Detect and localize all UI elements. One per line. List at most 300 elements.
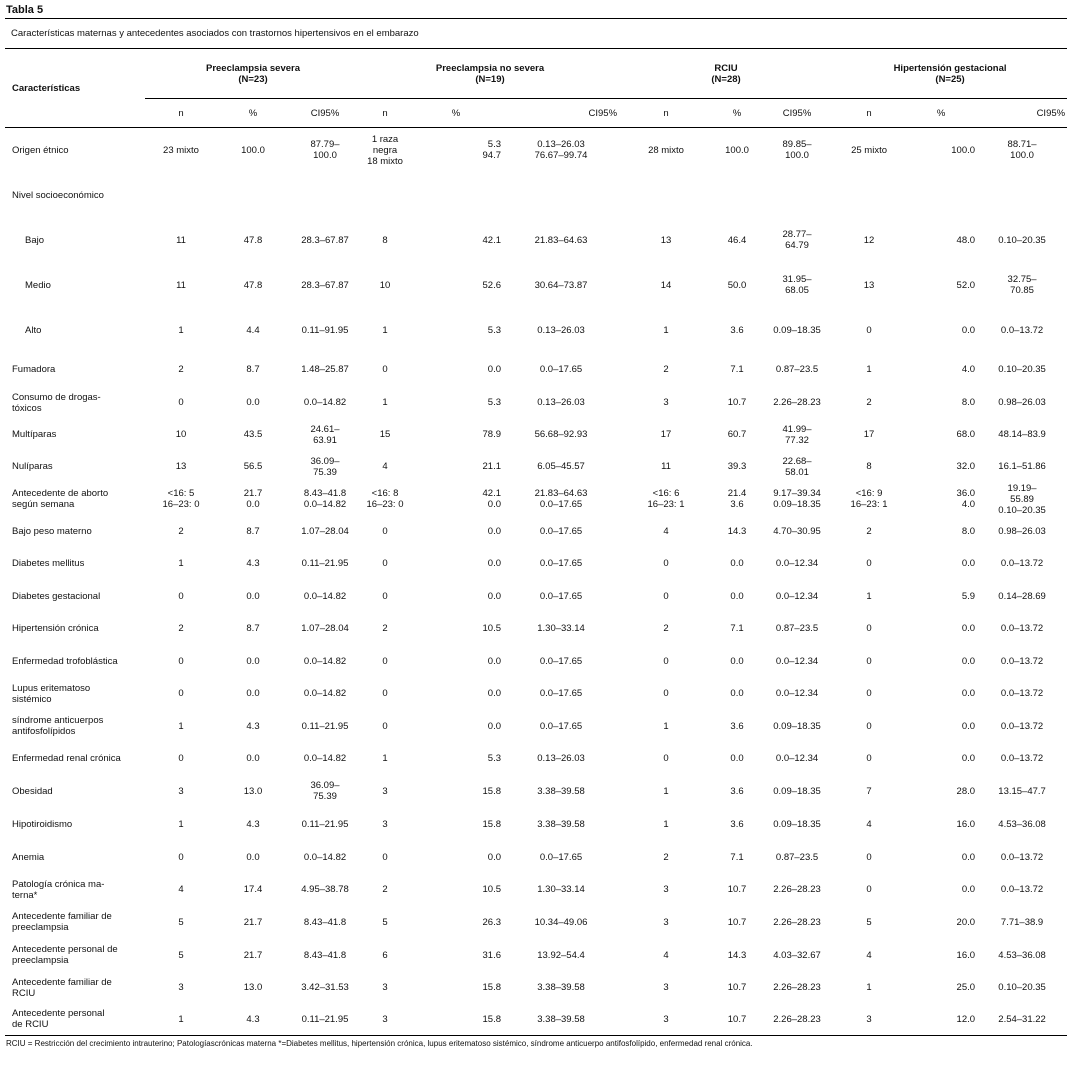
table-cell: 0 bbox=[178, 851, 184, 863]
sub-header-percent: % bbox=[905, 99, 977, 128]
table-row bbox=[5, 353, 1067, 387]
table-cell: 10.34–49.06 bbox=[534, 916, 588, 928]
table-cell: 0.0–17.65 bbox=[539, 558, 583, 569]
table-cell: 3 bbox=[382, 785, 388, 797]
table-cell: 2 bbox=[382, 884, 388, 895]
row-label-line: Diabetes gestacional bbox=[12, 590, 101, 602]
table-cell: 0 bbox=[663, 655, 669, 667]
table-cell: 1.48–25.87 bbox=[301, 364, 349, 375]
table-cell: 0 bbox=[663, 590, 669, 602]
table-cell: 5.3 bbox=[487, 324, 502, 336]
table-cell: 0.11–21.95 bbox=[289, 1004, 361, 1036]
table-cell: 12.0 bbox=[905, 1004, 977, 1036]
table-cell: 10 bbox=[175, 429, 187, 440]
table-cell: 13.92–54.4 bbox=[537, 949, 585, 961]
table-cell: 60.7 bbox=[727, 429, 747, 440]
table-row bbox=[5, 939, 1067, 972]
table-cell: 0.0–14.82 bbox=[303, 753, 347, 764]
table-cell: 0.10–20.35 bbox=[998, 982, 1046, 993]
table-row bbox=[5, 906, 1067, 939]
table-cell: 0.09–18.35 bbox=[773, 818, 821, 830]
table-cell: 5 bbox=[866, 916, 872, 928]
table-cell: 47.8 bbox=[243, 234, 263, 246]
table-row bbox=[5, 808, 1067, 841]
table-cell: 4 bbox=[866, 949, 872, 961]
table-cell: 0 bbox=[663, 753, 669, 764]
table-cell: 0.0 bbox=[487, 720, 502, 732]
table-cell: 3 bbox=[619, 1004, 713, 1036]
table-cell: 0.0 bbox=[487, 851, 502, 863]
table-cell: 1 bbox=[663, 785, 669, 797]
table-cell: 14 bbox=[660, 279, 672, 291]
table-row bbox=[5, 1004, 1067, 1036]
table-cell: 5 bbox=[178, 916, 184, 928]
table-cell: 0.0–17.65 bbox=[539, 720, 583, 732]
row-label-line: Obesidad bbox=[12, 785, 53, 797]
table-cell: 3 bbox=[361, 1004, 409, 1036]
table-cell: 0.10–20.35 bbox=[998, 234, 1046, 246]
table-cell: 0.0 bbox=[961, 623, 976, 634]
table-cell: 4.0 bbox=[961, 364, 976, 375]
sub-header-ci95: CI95% bbox=[977, 99, 1067, 128]
table-cell: 1 bbox=[178, 720, 184, 732]
table-cell: 8.0 bbox=[961, 397, 976, 408]
table-cell: 3 bbox=[663, 982, 669, 993]
table-cell bbox=[503, 173, 619, 218]
table-cell: 10.5 bbox=[482, 884, 502, 895]
table-cell: 15.8 bbox=[482, 818, 502, 830]
table-cell: 6 bbox=[382, 949, 388, 961]
table-cell: 0 bbox=[866, 720, 872, 732]
table-cell: 0.0–17.65 bbox=[539, 590, 583, 602]
table-cell: 21.7 0.0 bbox=[243, 488, 263, 510]
row-label-line: Antecedente personal bbox=[12, 1008, 105, 1020]
table-cell: 32.75– 70.85 bbox=[1007, 274, 1037, 296]
table-cell: 1 bbox=[178, 324, 184, 336]
table-cell: 22.68– 58.01 bbox=[782, 455, 812, 478]
table-cell: 10.7 bbox=[727, 982, 747, 993]
table-cell: 31.95– 68.05 bbox=[782, 274, 812, 296]
table-cell: 28.0 bbox=[956, 785, 976, 797]
table-cell: 1 bbox=[663, 324, 669, 336]
table-cell bbox=[713, 173, 761, 218]
table-cell: 42.1 0.0 bbox=[482, 488, 502, 510]
table-cell: 3 bbox=[178, 785, 184, 797]
table-cell: 17.4 bbox=[243, 884, 263, 895]
row-label bbox=[5, 218, 145, 263]
table-cell: 4.3 bbox=[246, 818, 260, 830]
table-cell: 47.8 bbox=[243, 279, 263, 291]
table-cell: 21.4 3.6 bbox=[727, 488, 747, 510]
row-label bbox=[5, 613, 145, 645]
sub-header-row bbox=[5, 99, 1067, 128]
table-row bbox=[5, 308, 1067, 353]
table-cell: 1 bbox=[145, 1004, 217, 1036]
table-cell: 0 bbox=[178, 655, 184, 667]
table-cell: 3.42–31.53 bbox=[301, 982, 349, 993]
table-caption: Características maternas y antecedentes asociados con trastornos hipertensivos en el embarazo bbox=[5, 19, 1067, 49]
table-cell: 5.9 bbox=[961, 590, 976, 602]
table-cell: 0.0–13.72 bbox=[1000, 623, 1044, 634]
table-cell: 52.6 bbox=[482, 279, 502, 291]
table-cell: 0.0 bbox=[730, 590, 744, 602]
table-cell: 3.6 bbox=[730, 720, 744, 732]
table-figure bbox=[5, 0, 1067, 1048]
table-cell: 2 bbox=[178, 364, 184, 375]
table-cell: 15.8 bbox=[409, 1004, 503, 1036]
table-cell: 88.71– 100.0 bbox=[1007, 139, 1037, 162]
sub-header-ci95: CI95% bbox=[289, 99, 361, 128]
table-cell: 3 bbox=[382, 818, 388, 830]
table-cell: 0.11–91.95 bbox=[301, 324, 349, 336]
table-cell: 0.0–13.72 bbox=[1000, 753, 1044, 764]
row-label bbox=[5, 906, 145, 939]
table-cell: 7.71–38.9 bbox=[1000, 916, 1044, 928]
table-cell: 0.0–12.34 bbox=[775, 688, 819, 699]
table-cell: 21.7 bbox=[243, 949, 263, 961]
table-cell: 0.0–14.82 bbox=[303, 851, 347, 863]
table-cell: 48.0 bbox=[956, 234, 976, 246]
table-cell bbox=[361, 173, 409, 218]
table-cell: 15.8 bbox=[482, 785, 502, 797]
table-cell: 21.83–64.63 bbox=[534, 234, 588, 246]
table-cell: 0.0 bbox=[246, 397, 260, 408]
table-cell: 4 bbox=[663, 526, 669, 537]
characteristics-header: Características bbox=[5, 49, 145, 128]
table-cell: 0.0 bbox=[961, 324, 976, 336]
table-cell: 3.6 bbox=[730, 324, 744, 336]
table-cell: 5.3 94.7 bbox=[482, 139, 502, 162]
table-cell: 1.30–33.14 bbox=[537, 623, 585, 634]
row-label bbox=[5, 874, 145, 906]
row-label bbox=[5, 1004, 145, 1036]
table-cell: 31.6 bbox=[482, 949, 502, 961]
table-cell: 4.53–36.08 bbox=[998, 949, 1046, 961]
table-cell: 0.13–26.03 bbox=[537, 753, 585, 764]
row-label-line: Patología crónica ma- bbox=[12, 878, 105, 890]
table-cell: 1.07–28.04 bbox=[301, 526, 349, 537]
row-label bbox=[5, 516, 145, 548]
table-cell: 0.10–20.35 bbox=[998, 364, 1046, 375]
table-cell: 52.0 bbox=[956, 279, 976, 291]
table-cell: 41.99– 77.32 bbox=[782, 423, 812, 446]
table-cell: 0 bbox=[866, 851, 872, 863]
table-cell: 4 bbox=[663, 949, 669, 961]
row-label bbox=[5, 308, 145, 353]
table-cell: 28.3–67.87 bbox=[301, 234, 349, 246]
group-header-row bbox=[5, 49, 1067, 99]
table-cell: 8.43–41.8 bbox=[303, 916, 347, 928]
table-cell: 0 bbox=[866, 623, 872, 634]
row-label-line: Hipotiroidismo bbox=[12, 818, 73, 830]
table-cell: 24.61– 63.91 bbox=[310, 423, 340, 446]
table-cell: 0.0 bbox=[246, 851, 260, 863]
table-cell: 0 bbox=[866, 688, 872, 699]
table-cell: 21.83–64.63 0.0–17.65 bbox=[534, 488, 588, 510]
table-cell: 3 bbox=[663, 884, 669, 895]
table-cell: 0.0 bbox=[487, 364, 502, 375]
table-cell: 0.0 bbox=[961, 884, 976, 895]
table-cell: 13.15–47.7 bbox=[998, 785, 1046, 797]
table-cell: 5.3 bbox=[487, 753, 502, 764]
table-row bbox=[5, 613, 1067, 645]
row-label bbox=[5, 775, 145, 808]
table-cell: 1 raza negra 18 mixto bbox=[367, 133, 403, 167]
row-label bbox=[5, 387, 145, 419]
row-label bbox=[5, 678, 145, 710]
table-cell: 2.26–28.23 bbox=[773, 884, 821, 895]
table-cell: 0.0 bbox=[246, 655, 260, 667]
table-cell: 10 bbox=[379, 279, 391, 291]
row-label bbox=[5, 451, 145, 483]
table-cell: 10.7 bbox=[727, 916, 747, 928]
table-cell: 46.4 bbox=[727, 234, 747, 246]
table-cell: 0.09–18.35 bbox=[773, 324, 821, 336]
row-label-line: Anemia bbox=[12, 851, 45, 863]
row-label-line: Antecedente familiar de bbox=[12, 911, 112, 922]
table-cell: 32.0 bbox=[956, 461, 976, 472]
table-cell: 3 bbox=[178, 982, 184, 993]
table-cell: 0 bbox=[382, 558, 388, 569]
table-cell: 56.5 bbox=[243, 461, 263, 472]
table-cell: 0 bbox=[382, 590, 388, 602]
table-cell: 0.0–12.34 bbox=[775, 655, 819, 667]
table-cell: 16.0 bbox=[956, 949, 976, 961]
table-cell: 0.0–14.82 bbox=[303, 688, 347, 699]
table-cell bbox=[761, 173, 833, 218]
sub-header-n: n bbox=[833, 99, 905, 128]
row-label bbox=[5, 645, 145, 678]
table-cell: 4.3 bbox=[246, 720, 260, 732]
table-cell: 0.87–23.5 bbox=[775, 364, 819, 375]
table-cell: 0 bbox=[382, 851, 388, 863]
row-label bbox=[5, 743, 145, 775]
table-cell: 4.03–32.67 bbox=[773, 949, 821, 961]
table-cell: 2 bbox=[178, 526, 184, 537]
table-cell: 0.87–23.5 bbox=[775, 851, 819, 863]
table-cell: 0.0–17.65 bbox=[539, 851, 583, 863]
table-cell: 0.11–21.95 bbox=[301, 558, 349, 569]
table-cell: 2 bbox=[663, 851, 669, 863]
table-cell: 26.3 bbox=[482, 916, 502, 928]
row-label-line: tóxicos bbox=[12, 402, 42, 414]
row-label bbox=[5, 263, 145, 308]
row-label-line: Multíparas bbox=[12, 429, 57, 440]
table-cell: 2.26–28.23 bbox=[761, 1004, 833, 1036]
table-row bbox=[5, 451, 1067, 483]
table-cell: 13 bbox=[175, 461, 187, 472]
table-cell: 16.0 bbox=[956, 818, 976, 830]
table-cell: 1 bbox=[382, 397, 388, 408]
table-cell: 2 bbox=[866, 397, 872, 408]
table-cell: 0.0–17.65 bbox=[539, 688, 583, 699]
table-cell: 0.11–21.95 bbox=[301, 720, 349, 732]
table-cell: 4.70–30.95 bbox=[773, 526, 821, 537]
table-cell: 0 bbox=[866, 655, 872, 667]
table-cell: 21.1 bbox=[482, 461, 502, 472]
table-cell: 0.0–13.72 bbox=[1000, 720, 1044, 732]
table-cell: 10.7 bbox=[727, 884, 747, 895]
table-cell: 8.7 bbox=[246, 364, 260, 375]
table-cell: 12 bbox=[863, 234, 875, 246]
table-cell: 0.0–14.82 bbox=[303, 397, 347, 408]
table-cell: 0 bbox=[382, 655, 388, 667]
sub-header-ci95: CI95% bbox=[761, 99, 833, 128]
table-cell: 11 bbox=[176, 279, 186, 291]
table-cell: 0.0 bbox=[487, 526, 502, 537]
row-label bbox=[5, 972, 145, 1004]
table-cell: 0 bbox=[178, 397, 184, 408]
row-label bbox=[5, 580, 145, 613]
table-cell: 0.0–14.82 bbox=[303, 655, 347, 667]
table-cell: 2 bbox=[178, 623, 184, 634]
row-label-line: Antecedente de aborto bbox=[12, 488, 109, 499]
table-cell: 2.54–31.22 bbox=[977, 1004, 1067, 1036]
table-row bbox=[5, 218, 1067, 263]
table-cell: 0.0 bbox=[961, 655, 976, 667]
table-cell: 14.3 bbox=[727, 949, 747, 961]
table-cell bbox=[977, 173, 1067, 218]
table-cell: 4.3 bbox=[246, 558, 260, 569]
table-cell: 0.0 bbox=[487, 655, 502, 667]
table-cell: 0.0–13.72 bbox=[1000, 884, 1044, 895]
row-label-line: sistémico bbox=[12, 693, 52, 705]
table-cell: 3 bbox=[833, 1004, 905, 1036]
table-cell: 5 bbox=[178, 949, 184, 961]
row-label-line: RCIU bbox=[12, 987, 36, 999]
row-label-line: Nivel socioeconómico bbox=[12, 189, 104, 201]
table-cell: 13.0 bbox=[243, 785, 263, 797]
table-cell: 43.5 bbox=[243, 429, 263, 440]
table-cell: 0.0–13.72 bbox=[1000, 324, 1044, 336]
table-cell: 10.7 bbox=[727, 397, 747, 408]
table-row bbox=[5, 743, 1067, 775]
table-cell: 3.6 bbox=[730, 785, 744, 797]
table-cell: 0.09–18.35 bbox=[773, 785, 821, 797]
row-label bbox=[5, 419, 145, 451]
row-label-line: Consumo de drogas- bbox=[12, 391, 101, 403]
group-header-preeclampsia-no-severa: Preeclampsia no severa (N=19) bbox=[361, 49, 619, 99]
table-cell: 7.1 bbox=[730, 851, 744, 863]
table-cell: 1 bbox=[178, 818, 184, 830]
table-cell bbox=[409, 173, 503, 218]
table-cell: 100.0 bbox=[725, 144, 749, 156]
table-row bbox=[5, 775, 1067, 808]
table-cell: 3 bbox=[382, 982, 388, 993]
table-cell: 0 bbox=[178, 753, 184, 764]
group-header-preeclampsia-severa: Preeclampsia severa (N=23) bbox=[145, 49, 361, 99]
table-cell: 8.0 bbox=[961, 526, 976, 537]
table-cell: 13 bbox=[863, 279, 875, 291]
table-cell: 3 bbox=[663, 397, 669, 408]
row-label bbox=[5, 939, 145, 972]
table-cell: 8 bbox=[866, 461, 872, 472]
table-cell: 28.3–67.87 bbox=[301, 279, 349, 291]
table-row bbox=[5, 419, 1067, 451]
table-cell: 36.09– 75.39 bbox=[310, 780, 340, 802]
table-cell: 10.5 bbox=[482, 623, 502, 634]
table-cell: 0.0 bbox=[487, 558, 502, 569]
table-cell: 0.0–13.72 bbox=[1000, 851, 1044, 863]
table-cell: 0 bbox=[663, 558, 669, 569]
table-cell: 0.14–28.69 bbox=[998, 590, 1046, 602]
table-cell: 0.0 bbox=[246, 688, 260, 699]
table-cell: 1 bbox=[382, 753, 388, 764]
table-cell: 0 bbox=[663, 688, 669, 699]
table-row bbox=[5, 483, 1067, 516]
table-cell: 28.77– 64.79 bbox=[782, 229, 812, 251]
row-label-line: Origen étnico bbox=[12, 144, 69, 156]
table-cell: 0.0–13.72 bbox=[1000, 688, 1044, 699]
row-label bbox=[5, 483, 145, 516]
sub-header-percent: % bbox=[409, 99, 503, 128]
table-row bbox=[5, 874, 1067, 906]
table-cell: 16.1–51.86 bbox=[998, 461, 1046, 472]
table-cell bbox=[217, 173, 289, 218]
table-cell: 3.38–39.58 bbox=[503, 1004, 619, 1036]
table-row bbox=[5, 841, 1067, 874]
table-cell: 4.3 bbox=[217, 1004, 289, 1036]
table-cell: 7.1 bbox=[730, 623, 744, 634]
table-footnote: RCIU = Restricción del crecimiento intrauterino; Patologíascrónicas materna *=Diabetes mellitus, hipertensión crónica, lupus eritematoso sistémico, síndrome anticuerpo antifosfolípido, enfermedad renal crónica. bbox=[6, 1039, 753, 1048]
table-cell: 0.0 bbox=[961, 753, 976, 764]
table-cell: 8.7 bbox=[246, 623, 260, 634]
table-cell: 8.43–41.8 0.0–14.82 bbox=[303, 488, 347, 510]
row-label-line: preeclampsia bbox=[12, 955, 69, 966]
table-cell: 89.85– 100.0 bbox=[782, 139, 812, 162]
table-cell: 8.43–41.8 bbox=[303, 949, 347, 961]
table-cell: 100.0 bbox=[951, 144, 976, 156]
table-cell: 4 bbox=[382, 461, 388, 472]
table-cell: 0 bbox=[382, 720, 388, 732]
table-cell: 1.07–28.04 bbox=[301, 623, 349, 634]
table-cell: 0 bbox=[866, 324, 872, 336]
table-cell: 0.0 bbox=[730, 655, 744, 667]
sub-header-percent: % bbox=[713, 99, 761, 128]
table-cell: 2.26–28.23 bbox=[773, 916, 821, 928]
table-cell: 0 bbox=[382, 688, 388, 699]
table-cell: 2.26–28.23 bbox=[773, 397, 821, 408]
table-cell: 0 bbox=[178, 590, 184, 602]
table-cell bbox=[833, 173, 905, 218]
sub-header-n: n bbox=[361, 99, 409, 128]
table-cell: 0.13–26.03 bbox=[537, 397, 585, 408]
table-cell: 1 bbox=[866, 590, 872, 602]
table-cell: 100.0 bbox=[241, 144, 265, 156]
table-cell: 39.3 bbox=[727, 461, 747, 472]
row-label-line: Fumadora bbox=[12, 364, 56, 375]
table-cell bbox=[905, 173, 977, 218]
table-cell: 4.53–36.08 bbox=[998, 818, 1046, 830]
table-row bbox=[5, 173, 1067, 218]
table-row bbox=[5, 263, 1067, 308]
row-label-line: Antecedente personal de bbox=[12, 944, 118, 955]
table-cell: 1 bbox=[663, 720, 669, 732]
table-cell: 17 bbox=[660, 429, 672, 440]
table-cell: 9.17–39.34 0.09–18.35 bbox=[773, 488, 821, 510]
table-cell: 2 bbox=[866, 526, 872, 537]
row-label-line: terna* bbox=[12, 889, 38, 901]
table-cell: 0.0 bbox=[246, 753, 260, 764]
table-cell: 1 bbox=[382, 324, 388, 336]
table-cell: 7 bbox=[866, 785, 872, 797]
row-label-line: Enfermedad trofoblástica bbox=[12, 655, 118, 667]
row-label bbox=[5, 173, 145, 218]
group-header-hipertension-gestacional: Hipertensión gestacional (N=25) bbox=[833, 49, 1067, 99]
table-cell: 0.0–14.82 bbox=[303, 590, 347, 602]
table-cell: 4 bbox=[866, 818, 872, 830]
table-row bbox=[5, 580, 1067, 613]
